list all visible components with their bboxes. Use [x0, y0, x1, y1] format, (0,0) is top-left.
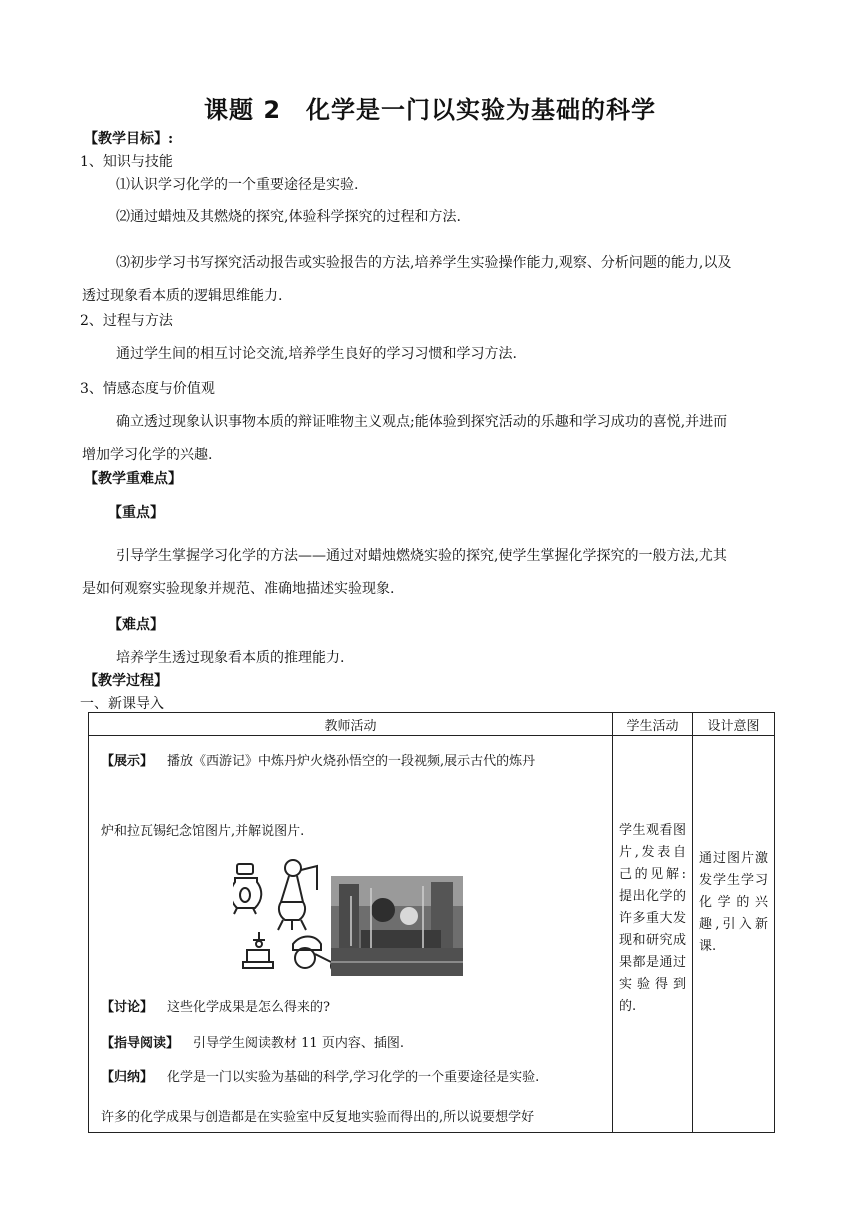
goal2-heading: 2、过程与方法 — [80, 313, 173, 329]
design-intent-cell — [693, 736, 775, 1133]
summary-tag: 【归纳】 — [101, 1070, 154, 1085]
show-line1 — [101, 750, 535, 769]
student-activity-cell — [613, 736, 693, 1133]
student-activity-text: 学生观看图片,发表自己的见解:提出化学的许多重大发现和研究成果都是通过实验得到的. — [619, 823, 686, 1014]
show-text-1: 播放《西游记》中炼丹炉火烧孙悟空的一段视频,展示古代的炼丹 — [167, 754, 536, 769]
discuss-tag: 【讨论】 — [101, 1000, 154, 1015]
show-tag: 【展示】 — [101, 754, 154, 769]
lesson-table — [88, 712, 775, 1133]
summary-line2: 许多的化学成果与创造都是在实验室中反复地实验而得出的,所以说要想学好 — [101, 1110, 535, 1125]
goal3-line2: 增加学习化学的兴趣. — [82, 447, 213, 463]
hard-text: 培养学生透过现象看本质的推理能力. — [116, 650, 345, 666]
table-header-row — [89, 713, 775, 736]
goal2-text: 通过学生间的相互讨论交流,培养学生良好的学习习惯和学习方法. — [116, 346, 517, 362]
guide-tag: 【指导阅读】 — [101, 1036, 180, 1051]
design-intent-text: 通过图片激发学生学习化学的兴趣,引入新课. — [699, 851, 768, 954]
table-row — [89, 736, 775, 1133]
header-teacher: 教师活动 — [89, 713, 613, 736]
goal3-heading: 3、情感态度与价值观 — [80, 381, 215, 397]
lavoisier-museum-photo — [331, 876, 463, 976]
discuss-line — [101, 996, 330, 1015]
show-line2: 炉和拉瓦锡纪念馆图片,并解说图片. — [101, 824, 305, 839]
hard-heading: 【难点】 — [108, 617, 164, 633]
header-design: 设计意图 — [693, 713, 775, 736]
teacher-activity-cell — [89, 736, 613, 1133]
summary-line1 — [101, 1066, 539, 1085]
process-heading: 【教学过程】 — [84, 673, 168, 689]
goal3-line1: 确立透过现象认识事物本质的辩证唯物主义观点;能体验到探究活动的乐趣和学习成功的喜悦,并进而 — [116, 414, 728, 430]
guide-text: 引导学生阅读教材 11 页内容、插图. — [193, 1036, 404, 1051]
goals-heading: 【教学目标】: — [84, 131, 174, 147]
goal1-item-1: ⑴认识学习化学的一个重要途径是实验. — [116, 177, 359, 193]
goal1-heading: 1、知识与技能 — [80, 154, 173, 170]
summary-text-1: 化学是一门以实验为基础的科学,学习化学的一个重要途径是实验. — [167, 1070, 540, 1085]
goal1-item-3-cont: 透过现象看本质的逻辑思维能力. — [82, 288, 283, 304]
key-line2: 是如何观察实验现象并规范、准确地描述实验现象. — [82, 581, 395, 597]
goal1-item-2: ⑵通过蜡烛及其燃烧的探究,体验科学探究的过程和方法. — [116, 209, 461, 225]
guide-line — [101, 1032, 404, 1051]
page-title: 课题 2 化学是一门以实验为基础的科学 — [203, 96, 657, 124]
section1-heading: 一、新课导入 — [80, 696, 164, 712]
discuss-text: 这些化学成果是怎么得来的? — [167, 1000, 330, 1015]
key-heading: 【重点】 — [108, 505, 164, 521]
difficulty-heading: 【教学重难点】 — [84, 471, 182, 487]
goal1-item-3: ⑶初步学习书写探究活动报告或实验报告的方法,培养学生实验操作能力,观察、分析问题的能力,以及 — [116, 255, 732, 271]
key-line1: 引导学生掌握学习化学的方法——通过对蜡烛燃烧实验的探究,使学生掌握化学探究的一般方法,尤其 — [116, 548, 727, 564]
header-student: 学生活动 — [613, 713, 693, 736]
